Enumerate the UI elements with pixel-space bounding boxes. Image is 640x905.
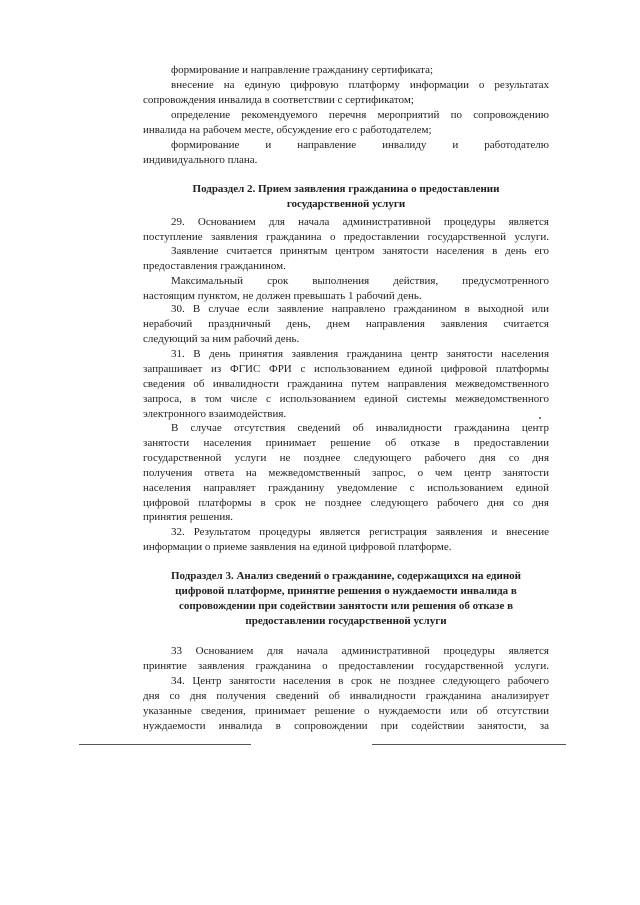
s3-line-3: 34. Центр занятости населения в срок не позднее следующего рабочего (171, 675, 549, 687)
s2-line-6: настоящим пунктом, не должен превышать 1 рабочий день. (143, 290, 422, 302)
intro-line-7: индивидуального плана. (143, 154, 258, 166)
s2-line-16: занятости населения принимает решение об отказе в предоставлении (143, 437, 549, 449)
s2-line-4: предоставления гражданином. (143, 260, 286, 272)
intro-line-5: инвалида на рабочем месте, обсуждение его с работодателем; (143, 124, 432, 136)
section-2-heading-line-2: государственной услуги (286, 198, 406, 210)
intro-line-4: определение рекомендуемого перечня мероприятий по сопровождению (171, 109, 549, 121)
s2-line-3: Заявление считается принятым центром занятости населения в день его (171, 245, 549, 257)
s3-line-5: указанные сведения, принимает решение о нуждаемости или об отсутствии (143, 705, 549, 717)
s2-line-18: получения ответа на межведомственный запрос, о чем центр занятости (143, 467, 549, 479)
s2-line-17: государственной услуги не позднее следующего рабочего дня со дня (143, 452, 549, 464)
s2-line-14: электронного взаимодействия. (143, 408, 287, 420)
s2-line-10: 31. В день принятия заявления гражданина центр занятости населения (171, 348, 549, 360)
section-3-heading-line-4: предоставлении государственной услуги (245, 615, 447, 627)
intro-line-6: формирование и направление инвалиду и работодателю (171, 139, 549, 151)
s3-line-1: 33 Основанием для начала административной процедуры является (171, 645, 549, 657)
s2-line-22: 32. Результатом процедуры является регистрация заявления и внесение (171, 526, 549, 538)
intro-line-2: внесение на единую цифровую платформу информации о результатах (171, 79, 549, 91)
section-3-heading-line-3: сопровождении при содействии занятости или решения об отказе в (178, 600, 514, 612)
s2-line-11: запрашивает из ФГИС ФРИ с использованием единой цифровой платформы (143, 363, 549, 375)
scan-speck (539, 417, 541, 419)
section-2-heading-line-1: Подраздел 2. Прием заявления гражданина о предоставлении (192, 183, 500, 195)
s2-line-2: поступление заявления гражданина о предоставлении государственной услуги. (143, 231, 549, 243)
s2-line-1: 29. Основанием для начала административной процедуры является (171, 216, 549, 228)
bottom-rule-left (79, 744, 251, 745)
section-3-heading-line-1: Подраздел 3. Анализ сведений о гражданине, содержащихся на единой (170, 570, 522, 582)
s2-line-20: цифровой платформы в срок не позднее следующего рабочего дня со дня (143, 497, 549, 509)
s2-line-9: следующий за ним рабочий день. (143, 333, 300, 345)
s2-line-13: запроса, в том числе с использованием единой системы межведомственного (143, 393, 549, 405)
s2-line-21: принятия решения. (143, 511, 234, 523)
intro-line-3: сопровождения инвалида в соответствии с сертификатом; (143, 94, 414, 106)
bottom-rule-right (372, 744, 566, 745)
s2-line-5: Максимальный срок выполнения действия, предусмотренного (171, 275, 549, 287)
s2-line-15: В случае отсутствия сведений об инвалидности гражданина центр (171, 422, 549, 434)
s3-line-6: нуждаемости инвалида в сопровождении при содействии занятости, за (143, 720, 549, 732)
s2-line-7: 30. В случае если заявление направлено гражданином в выходной или (171, 303, 549, 315)
section-3-heading-line-2: цифровой платформе, принятие решения о нуждаемости инвалида в (175, 585, 517, 597)
s3-line-4: дня со дня получения сведений об инвалидности гражданина анализирует (143, 690, 549, 702)
intro-line-1: формирование и направление гражданину сертификата; (171, 64, 434, 76)
s3-line-2: принятие заявления гражданина о предоставлении государственной услуги. (143, 660, 549, 672)
s2-line-23: информации о приеме заявления на единой цифровой платформе. (143, 541, 452, 553)
s2-line-12: сведения об инвалидности гражданина путем направления межведомственного (143, 378, 549, 390)
s2-line-19: населения направляет гражданину уведомление с использованием единой (143, 482, 549, 494)
s2-line-8: нерабочий праздничный день, днем направления заявления считается (143, 318, 549, 330)
